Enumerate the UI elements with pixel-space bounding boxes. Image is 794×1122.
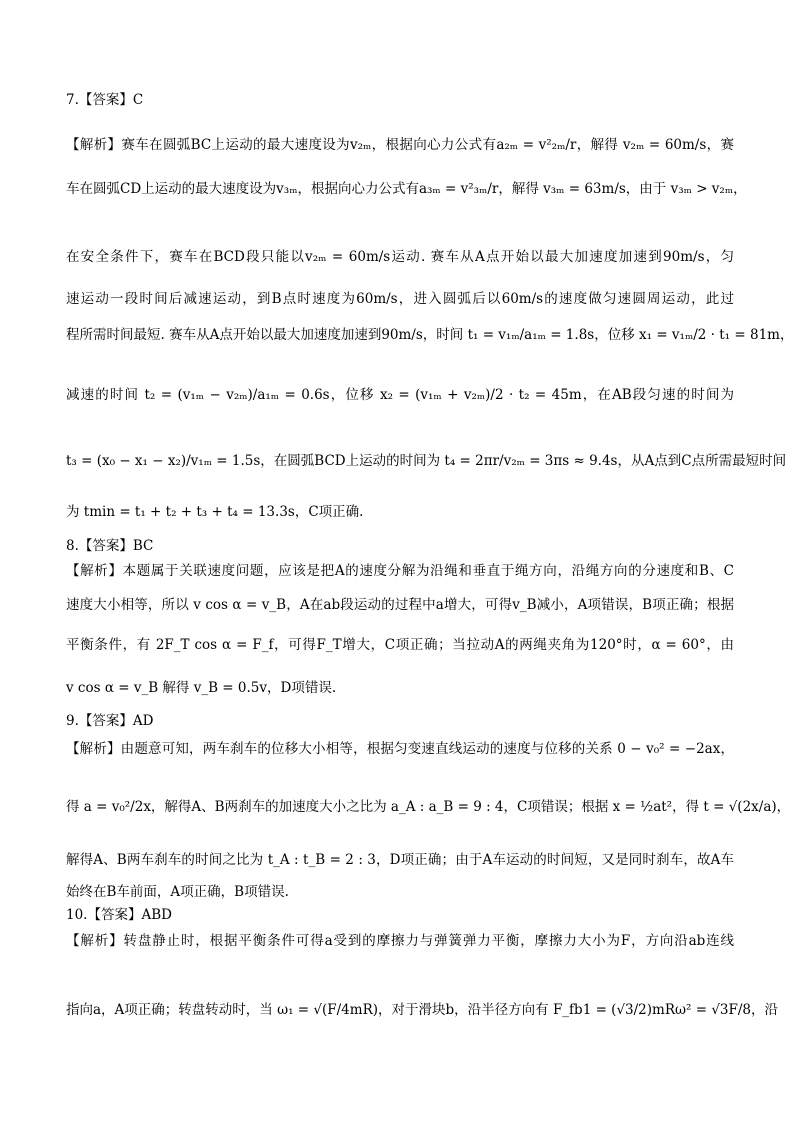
q10-line-2: 指向a，A项正确；转盘转动时，当 ω₁ = √(F/4mR)，对于滑块b，沿半径方向有 F_fb1 = (√3/2)mRω² = √3F/8，沿 — [66, 1002, 779, 1018]
q8-line-2: 速度大小相等，所以 v cos α = v_B，A在ab段运动的过程中a增大，可得v_B减小，A项错误，B项正确；根据 — [66, 597, 734, 613]
q9-line-1: 【解析】由题意可知，两车刹车的位移大小相等，根据匀变速直线运动的速度与位移的关系 0 − v₀² = −2ax， — [66, 741, 734, 757]
q8-line-1: 【解析】本题属于关联速度问题，应该是把A的速度分解为沿绳和垂直于绳方向，沿绳方向的分速度和B、C — [66, 563, 734, 579]
q8-answer: 8.【答案】BC — [66, 538, 154, 554]
q7-line-2: 车在圆弧CD上运动的最大速度设为v₃ₘ，根据向心力公式有a₃ₘ = v²₃ₘ/r，解得 v₃ₘ = 63m/s，由于 v₃ₘ > v₂ₘ， — [66, 181, 747, 197]
q7-line-5: 程所需时间最短. 赛车从A点开始以最大加速度加速到90m/s，时间 t₁ = v₁ₘ/a₁ₘ = 1.8s，位移 x₁ = v₁ₘ/2 · t₁ = 81m， — [66, 327, 794, 343]
q9-line-3: 解得A、B两车刹车的时间之比为 t_A : t_B = 2 : 3，D项正确；由于A车运动的时间短，又是同时刹车，故A车 — [66, 852, 734, 868]
q7-line-7: t₃ = (x₀ − x₁ − x₂)/v₁ₘ = 1.5s，在圆弧BCD上运动的时间为 t₄ = 2πr/v₂ₘ = 3πs ≈ 9.4s，从A点到C点所需最短时间 — [66, 453, 787, 469]
q10-line-1: 【解析】转盘静止时，根据平衡条件可得a受到的摩擦力与弹簧弹力平衡，摩擦力大小为F，方向沿ab连线 — [66, 933, 734, 949]
q10-answer: 10.【答案】ABD — [66, 907, 172, 923]
q9-answer: 9.【答案】AD — [66, 713, 154, 729]
q8-line-4: v cos α = v_B 解得 v_B = 0.5v，D项错误. — [66, 680, 337, 696]
q7-line-4: 速运动一段时间后减速运动，到B点时速度为60m/s，进入圆弧后以60m/s的速度做匀速圆周运动，此过 — [66, 291, 734, 307]
q7-answer: 7.【答案】C — [66, 92, 144, 108]
q7-line-8: 为 tmin = t₁ + t₂ + t₃ + t₄ = 13.3s，C项正确. — [66, 504, 364, 520]
q9-line-4: 始终在B车前面，A项正确，B项错误. — [66, 884, 289, 900]
q7-line-6: 减速的时间 t₂ = (v₁ₘ − v₂ₘ)/a₁ₘ = 0.6s，位移 x₂ = (v₁ₘ + v₂ₘ)/2 · t₂ = 45m，在AB段匀速的时间为 — [66, 387, 734, 403]
q8-line-3: 平衡条件，有 2F_T cos α = F_f，可得F_T增大，C项正确；当拉动A的两绳夹角为120°时，α = 60°，由 — [66, 637, 734, 653]
q7-line-1: 【解析】赛车在圆弧BC上运动的最大速度设为v₂ₘ，根据向心力公式有a₂ₘ = v²₂ₘ/r，解得 v₂ₘ = 60m/s，赛 — [66, 137, 734, 153]
q9-line-2: 得 a = v₀²/2x，解得A、B两刹车的加速度大小之比为 a_A : a_B = 9 : 4，C项错误；根据 x = ½at²，得 t = √(2x/a)， — [66, 799, 791, 815]
q7-line-3: 在安全条件下，赛车在BCD段只能以v₂ₘ = 60m/s运动. 赛车从A点开始以最大加速度加速到90m/s，匀 — [66, 249, 734, 265]
